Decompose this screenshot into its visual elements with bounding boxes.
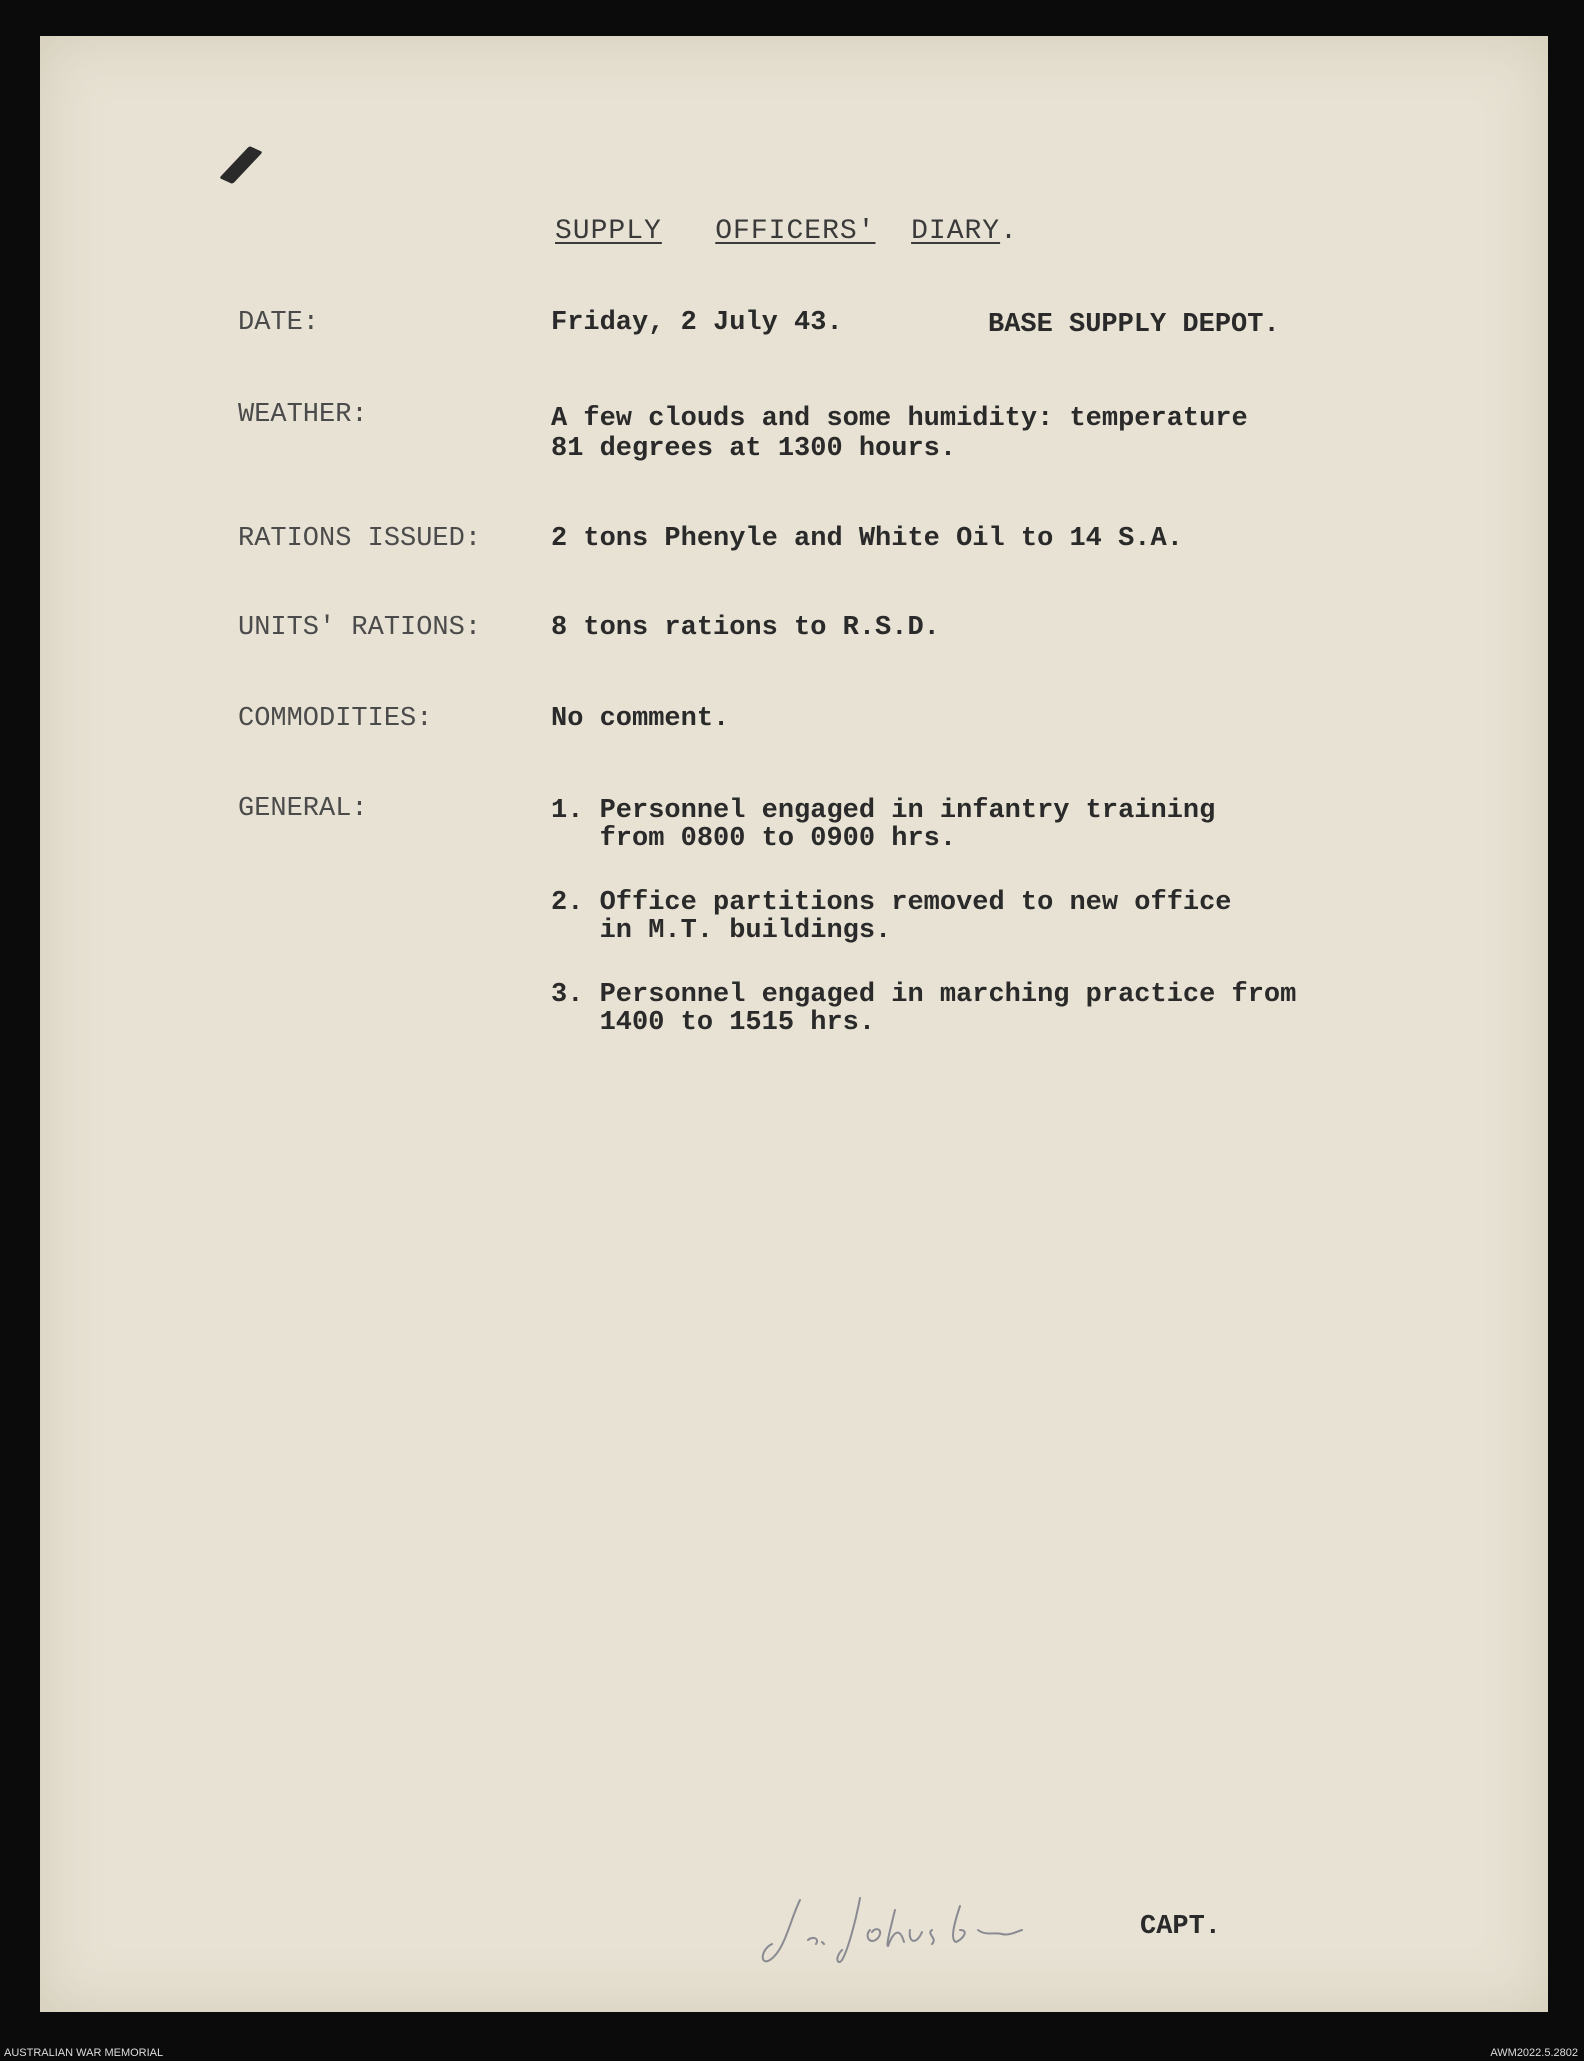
general-item-2-line-1: 2. Office partitions removed to new office bbox=[551, 888, 1232, 918]
signature bbox=[760, 1880, 1100, 1970]
general-item-3-line-2: 1400 to 1515 hrs. bbox=[551, 1008, 876, 1038]
depot-name: BASE SUPPLY DEPOT. bbox=[988, 310, 1280, 340]
date-label: DATE: bbox=[238, 308, 320, 338]
commodities-value: No comment. bbox=[551, 704, 730, 734]
weather-line-2: 81 degrees at 1300 hours. bbox=[551, 434, 957, 464]
footer-id: AWM2022.5.2802 bbox=[1490, 2047, 1578, 2059]
weather-label: WEATHER: bbox=[238, 400, 368, 430]
rank-capt: CAPT. bbox=[1140, 1912, 1222, 1942]
units-rations-label: UNITS' RATIONS: bbox=[238, 613, 482, 643]
rations-issued-value: 2 tons Phenyle and White Oil to 14 S.A. bbox=[551, 524, 1183, 554]
page-title: SUPPLY OFFICERS' DIARY. bbox=[555, 216, 1018, 247]
commodities-label: COMMODITIES: bbox=[238, 704, 433, 734]
general-item-1-line-2: from 0800 to 0900 hrs. bbox=[551, 824, 957, 854]
document-page bbox=[40, 36, 1548, 2012]
units-rations-value: 8 tons rations to R.S.D. bbox=[551, 613, 940, 643]
general-item-1-line-1: 1. Personnel engaged in infantry training bbox=[551, 796, 1216, 826]
paper-tear bbox=[219, 146, 262, 184]
date-value: Friday, 2 July 43. bbox=[551, 308, 843, 338]
general-item-3-line-1: 3. Personnel engaged in marching practice from bbox=[551, 980, 1297, 1010]
rations-issued-label: RATIONS ISSUED: bbox=[238, 524, 482, 554]
footer-archive: AUSTRALIAN WAR MEMORIAL bbox=[4, 2047, 164, 2059]
general-item-2-line-2: in M.T. buildings. bbox=[551, 916, 892, 946]
general-label: GENERAL: bbox=[238, 794, 368, 824]
weather-line-1: A few clouds and some humidity: temperature bbox=[551, 404, 1248, 434]
